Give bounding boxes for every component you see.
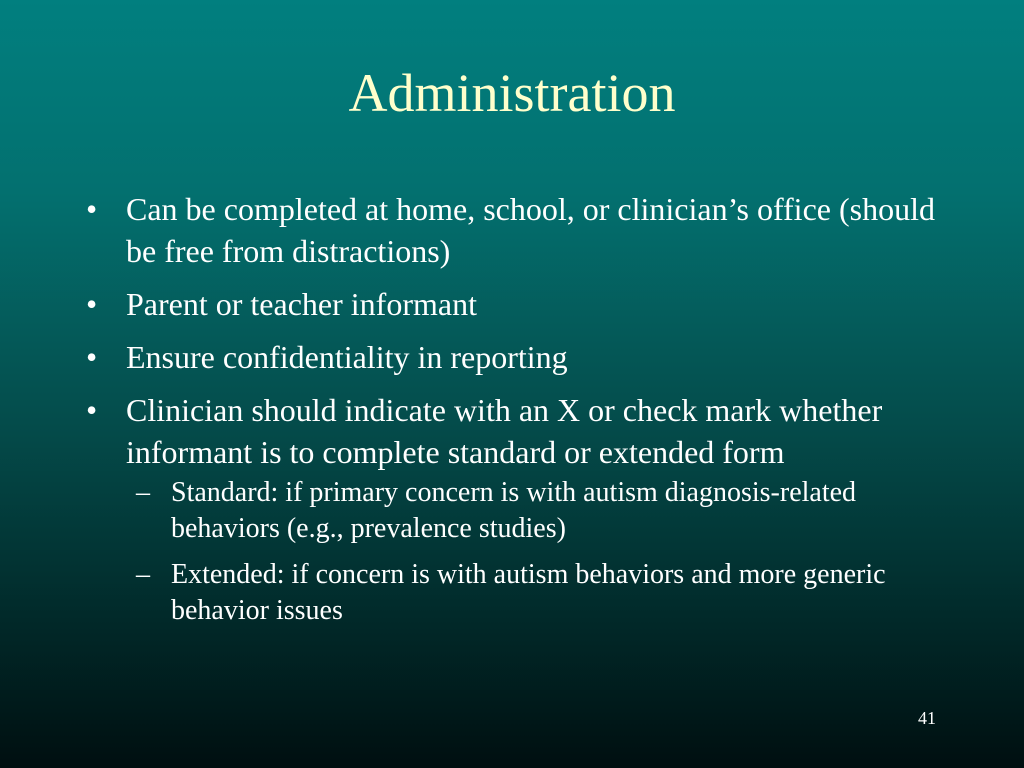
slide-content (80, 188, 950, 640)
subbullet-item (126, 475, 950, 547)
subbullet-text: Extended: if concern is with autism behaviors and more generic behavior issues (171, 559, 886, 626)
bullet-marker: • (86, 339, 98, 375)
bullet-text: Clinician should indicate with an X or check mark whether informant is to complete standard or extended form (126, 392, 883, 470)
bullet-item (80, 336, 950, 378)
bullet-text: Ensure confidentiality in reporting (126, 339, 568, 375)
bullet-marker: • (86, 286, 98, 322)
bullet-text: Can be completed at home, school, or clinician’s office (should be free from distractions) (126, 191, 935, 269)
dash-marker: – (136, 477, 150, 508)
bullet-text: Parent or teacher informant (126, 286, 477, 322)
dash-marker: – (136, 559, 150, 590)
bullet-marker: • (86, 191, 98, 227)
bullet-item (80, 283, 950, 325)
subbullet-list (80, 475, 950, 629)
page-number: 41 (918, 708, 936, 728)
subbullet-item (126, 557, 950, 629)
bullet-item (80, 389, 950, 629)
bullet-item (80, 188, 950, 272)
subbullet-text: Standard: if primary concern is with autism diagnosis-related behaviors (e.g., prevalence studies) (171, 477, 857, 544)
slide-title: Administration (348, 63, 676, 123)
bullet-list (80, 188, 950, 629)
bullet-marker: • (86, 392, 98, 428)
